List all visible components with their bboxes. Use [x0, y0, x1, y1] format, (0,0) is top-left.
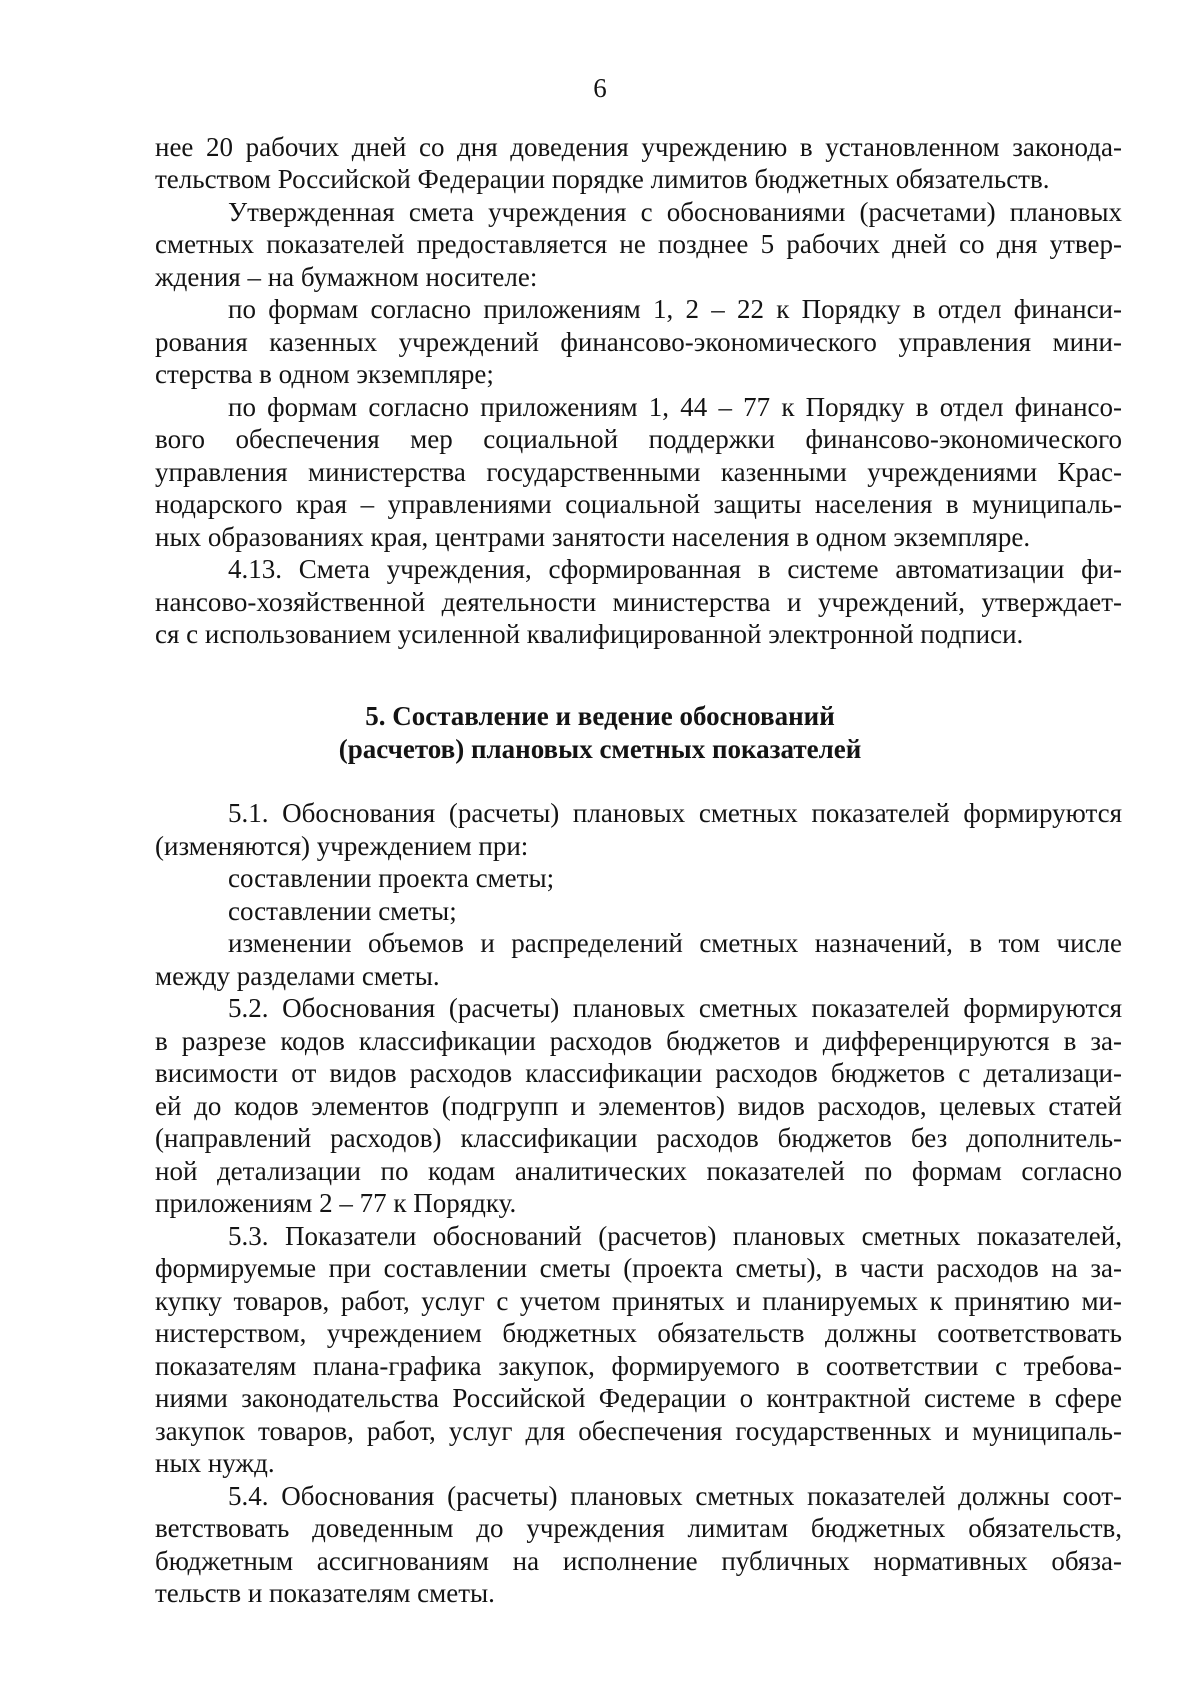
text-line: в разрезе кодов классификации расходов бюджетов и дифференцируются в за-	[155, 1026, 1122, 1056]
text-line: 5.4. Обоснования (расчеты) плановых сметных показателей должны соот-	[228, 1481, 1122, 1511]
text-line: ниями законодательства Российской Федерации о контрактной системе в сфере	[155, 1383, 1122, 1413]
text-line: 5.1. Обоснования (расчеты) плановых сметных показателей формируются	[228, 798, 1122, 828]
text-line: ся с использованием усиленной квалифицированной электронной подписи.	[155, 619, 1024, 649]
text-line: стерства в одном экземпляре;	[155, 359, 494, 389]
text-line: управления министерства государственными казенными учреждениями Крас-	[155, 457, 1122, 487]
text-line: купку товаров, работ, услуг с учетом принятых и планируемых к принятию ми-	[155, 1286, 1122, 1316]
text-line: нее 20 рабочих дней со дня доведения учреждению в установленном законода-	[155, 132, 1122, 162]
section-heading: 5. Составление и ведение обоснований	[365, 701, 835, 731]
text-line: ных нужд.	[155, 1448, 275, 1478]
text-line: формируемые при составлении сметы (проекта сметы), в части расходов на за-	[155, 1253, 1122, 1283]
text-line: между разделами сметы.	[155, 961, 440, 991]
text-line: тельством Российской Федерации порядке лимитов бюджетных обязательств.	[155, 164, 1050, 194]
text-line: нистерством, учреждением бюджетных обязательств должны соответствовать	[155, 1318, 1122, 1348]
text-line: ждения – на бумажном носителе:	[155, 262, 538, 292]
text-line: бюджетным ассигнованиям на исполнение публичных нормативных обяза-	[155, 1546, 1122, 1576]
text-line: нодарского края – управлениями социальной защиты населения в муниципаль-	[155, 489, 1122, 519]
text-line: вого обеспечения мер социальной поддержки финансово-экономического	[155, 424, 1122, 454]
text-line: ветствовать доведенным до учреждения лимитам бюджетных обязательств,	[155, 1513, 1122, 1543]
text-line: 4.13. Смета учреждения, сформированная в системе автоматизации фи-	[228, 554, 1122, 584]
text-line: ей до кодов элементов (подгрупп и элементов) видов расходов, целевых статей	[155, 1091, 1122, 1121]
text-line: закупок товаров, работ, услуг для обеспечения государственных и муниципаль-	[155, 1416, 1122, 1446]
text-line: (направлений расходов) классификации расходов бюджетов без дополнитель-	[155, 1123, 1122, 1153]
section-heading: (расчетов) плановых сметных показателей	[338, 734, 862, 764]
text-line: по формам согласно приложениям 1, 2 – 22 к Порядку в отдел финанси-	[228, 294, 1122, 324]
text-line: (изменяются) учреждением при:	[155, 831, 529, 861]
text-line: нансово-хозяйственной деятельности министерства и учреждений, утверждает-	[155, 587, 1122, 617]
text-line: Утвержденная смета учреждения с обоснованиями (расчетами) плановых	[228, 197, 1122, 227]
text-line: сметных показателей предоставляется не позднее 5 рабочих дней со дня утвер-	[155, 229, 1122, 259]
text-line: составлении сметы;	[228, 896, 457, 926]
text-line: висимости от видов расходов классификации расходов бюджетов с детализаци-	[155, 1058, 1122, 1088]
page-number: 6	[593, 73, 607, 103]
text-line: по формам согласно приложениям 1, 44 – 77 к Порядку в отдел финансо-	[228, 392, 1122, 422]
text-line: 5.2. Обоснования (расчеты) плановых сметных показателей формируются	[228, 993, 1122, 1023]
text-line: ных образованиях края, центрами занятости населения в одном экземпляре.	[155, 522, 1031, 552]
text-line: изменении объемов и распределений сметных назначений, в том числе	[228, 928, 1122, 958]
text-line: составлении проекта сметы;	[228, 863, 555, 893]
text-line: 5.3. Показатели обоснований (расчетов) плановых сметных показателей,	[228, 1221, 1122, 1251]
text-line: тельств и показателям сметы.	[155, 1578, 495, 1608]
text-line: показателям плана-графика закупок, формируемого в соответствии с требова-	[155, 1351, 1122, 1381]
text-line: рования казенных учреждений финансово-экономического управления мини-	[155, 327, 1122, 357]
text-line: ной детализации по кодам аналитических показателей по формам согласно	[155, 1156, 1122, 1186]
text-line: приложениям 2 – 77 к Порядку.	[155, 1188, 517, 1218]
